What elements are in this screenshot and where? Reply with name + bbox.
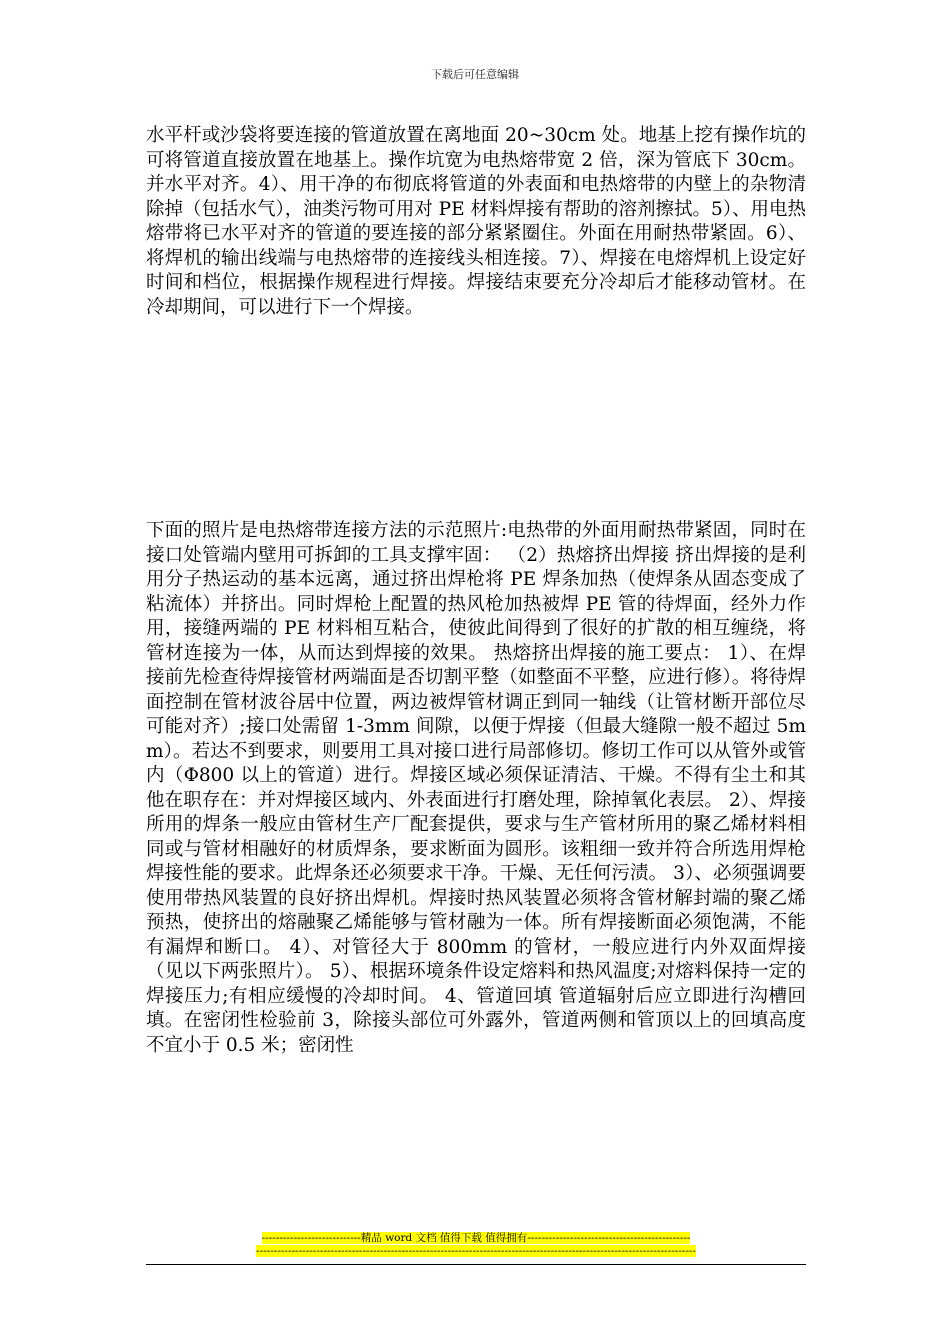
body-paragraph-2: 下面的照片是电热熔带连接方法的示范照片:电热带的外面用耐热带紧固，同时在接口处管端内壁用可拆卸的工具支撑牢固： （2）热熔挤出焊接 挤出焊接的是利用分子热运动的基本远离，通过挤出焊枪将 PE 焊条加热（使焊条从固态变成了粘流体）并挤出。同时焊枪上配置的热风枪加热被焊 PE 管的待焊面，经外力作用，接缝两端的 PE 材料相互粘合，使彼此间得到了很好的扩散的相互缠绕，将管材连接为一体，从而达到焊接的效果。 热熔挤出焊接的施工要点： 1）、在焊接前先检查待焊接管材两端面是否切割平整（如整面不平整，应进行修）。将待焊面控制在管材波谷居中位置，两边被焊管材调正到同一轴线（让管材断开部位尽可能对齐）;接口处需留 1-3mm 间隙，以便于焊接（但最大缝隙一般不超过 5mm）。若达不到要求，则要用工具对接口进行局部修切。修切工作可以从管外或管内（Φ800 以上的管道）进行。焊接区域必须保证清洁、干燥。不得有尘土和其他在职存在：并对焊接区域内、外表面进行打磨处理，除掉氧化表层。 2）、焊接所用的焊条一般应由管材生产厂配套提供，要求与生产管材所用的聚乙烯材料相同或与管材相融好的材质焊条，要求断面为圆形。该粗细一致并符合所选用焊枪焊接性能的要求。此焊条还必须要求干净。干燥、无任何污渍。 3）、必须强调要使用带热风装置的良好挤出焊机。焊接时热风装置必须将含管材解封端的聚乙烯预热，使挤出的熔融聚乙烯能够与管材融为一体。所有焊接断面必须饱满，不能有漏焊和断口。 4）、对管径大于 800mm 的管材，一般应进行内外双面焊接（见以下两张照片）。 5）、根据环境条件设定熔料和热风温度;对熔料保持一定的焊接压力;有相应缓慢的冷却时间。 4、管道回填 管道辐射后应立即进行沟槽回填。在密闭性检验前 3，除接头部位可外露外，管道两侧和管顶以上的回填高度不宜小于 0.5 米；密闭性 [146,520,806,1056]
footer-banner-line [146,1232,806,1245]
footer-banner-text: ----------------------------精品 word 文档 值得下载 值得拥有---------------------------------------------- [261,1232,691,1244]
footer-divider [146,1264,806,1265]
page-header: 下载后可任意编辑 [431,68,519,81]
body-paragraph-1: 水平杆或沙袋将要连接的管道放置在离地面 20~30cm 处。地基上挖有操作坑的可将管道直接放置在地基上。操作坑宽为电热熔带宽 2 倍，深为管底下 30cm。并水平对齐。4）、用干净的布彻底将管道的外表面和电热熔带的内壁上的杂物清除掉（包括水气），油类污物可用对 PE 材料焊接有帮助的溶剂擦拭。5）、用电热熔带将已水平对齐的管道的要连接的部分紧紧圈住。外面在用耐热带紧固。6）、将焊机的输出线端与电热熔带的连接线头相连接。7）、焊接在电熔焊机上设定好时间和档位，根据操作规程进行焊接。焊接结束要充分冷却后才能移动管材。在冷却期间，可以进行下一个焊接。 [146,125,806,318]
footer-dash-line [146,1245,806,1258]
footer-dash-text: ---------------------------------------------------------------------------------------------------------------------------- [256,1245,696,1257]
page-footer [146,1232,806,1265]
